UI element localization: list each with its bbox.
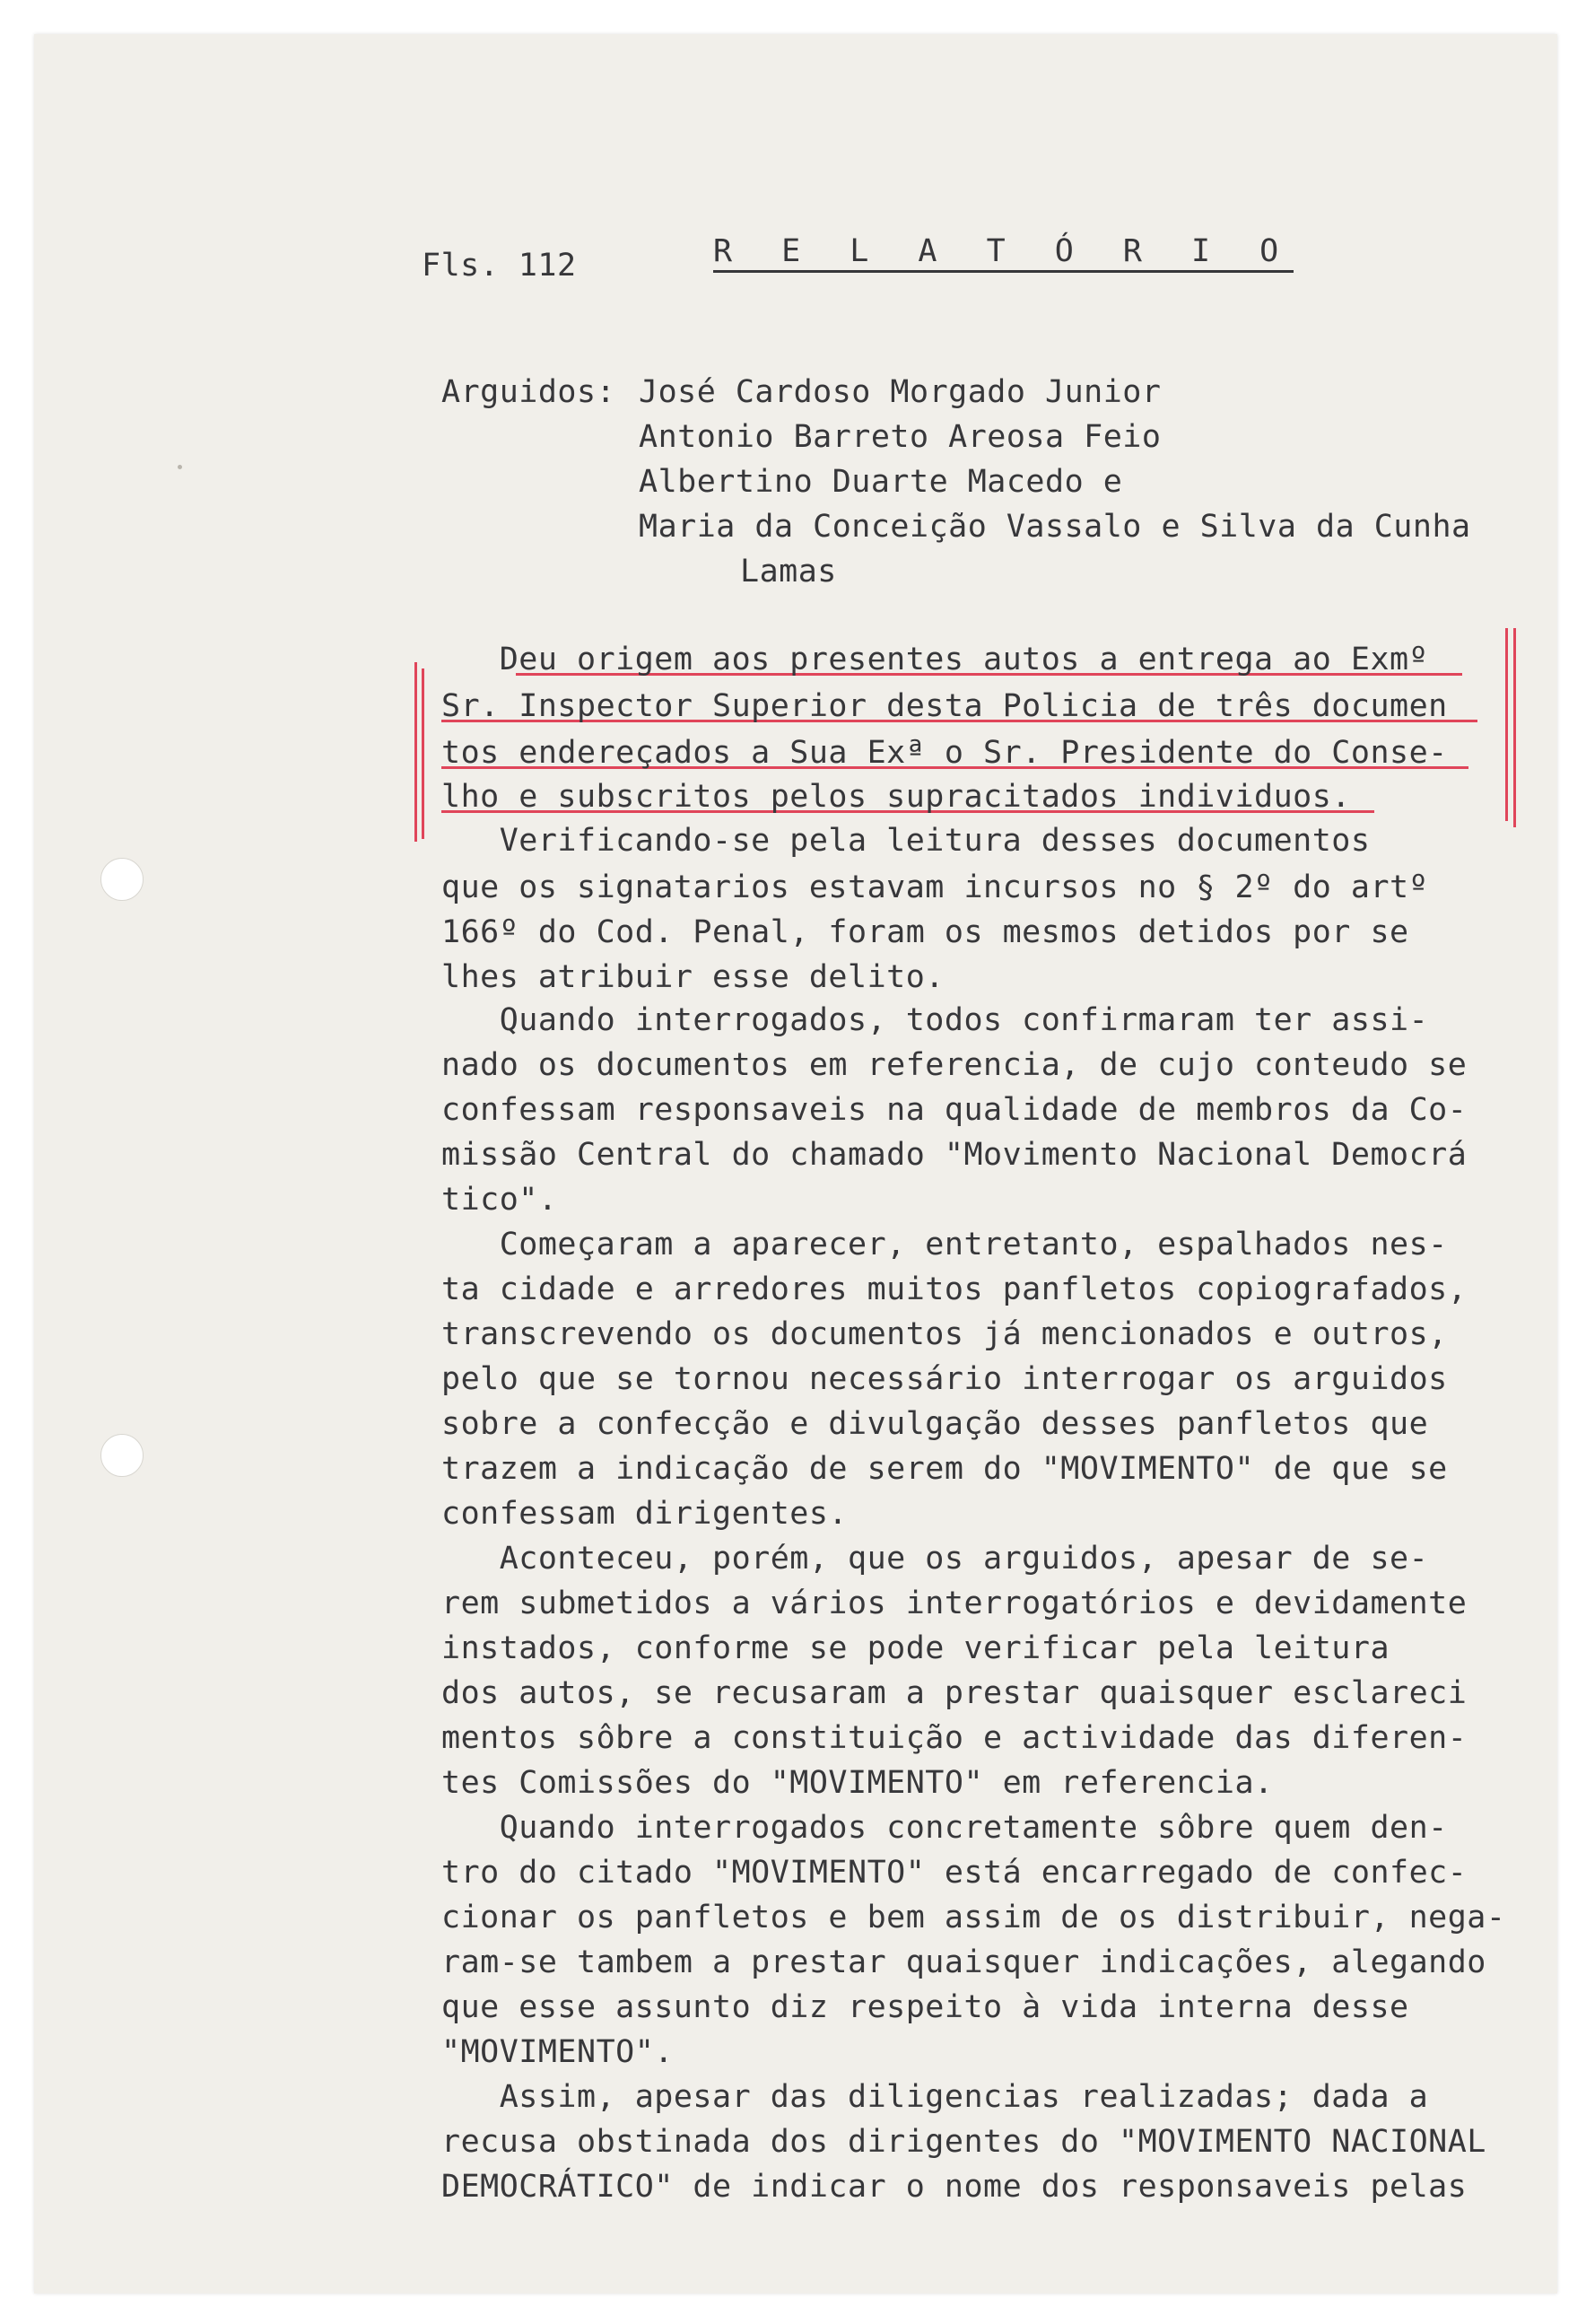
- arguido-name: Lamas: [740, 554, 837, 590]
- body-line: Começaram a aparecer, entretanto, espalhados nes-: [441, 1227, 1448, 1262]
- body-line: mentos sôbre a constituição e actividade das diferen-: [441, 1720, 1468, 1756]
- body-line: que esse assunto diz respeito à vida interna desse: [441, 1989, 1409, 2025]
- red-margin-bar: [414, 662, 417, 842]
- body-line: instados, conforme se pode verificar pela leitura: [441, 1630, 1390, 1666]
- red-margin-bar: [1513, 628, 1516, 827]
- body-line: tico".: [441, 1182, 558, 1218]
- body-line: sobre a confecção e divulgação desses panfletos que: [441, 1406, 1429, 1442]
- body-line: 166º do Cod. Penal, foram os mesmos detidos por se: [441, 914, 1409, 950]
- body-line: pelo que se tornou necessário interrogar os arguidos: [441, 1361, 1448, 1397]
- document-title: R E L A T Ó R I O: [713, 236, 1294, 273]
- red-margin-bar: [422, 668, 424, 839]
- punch-hole: [100, 858, 144, 901]
- body-line: Sr. Inspector Superior desta Policia de três documen: [441, 688, 1448, 724]
- body-line: confessam dirigentes.: [441, 1496, 849, 1532]
- body-line: lhes atribuir esse delito.: [441, 959, 945, 995]
- body-line: lho e subscritos pelos supracitados individuos.: [441, 779, 1351, 815]
- body-line: tos endereçados a Sua Exª o Sr. Presidente do Conse-: [441, 735, 1448, 771]
- red-margin-bar: [1505, 628, 1508, 821]
- arguido-name: Albertino Duarte Macedo e: [639, 464, 1123, 500]
- body-line: Quando interrogados concretamente sôbre quem den-: [441, 1810, 1448, 1846]
- body-line: dos autos, se recusaram a prestar quaisquer esclareci: [441, 1675, 1468, 1711]
- body-line: tro do citado "MOVIMENTO" está encarregado de confec-: [441, 1855, 1468, 1891]
- body-line: Aconteceu, porém, que os arguidos, apesar de se-: [441, 1541, 1429, 1577]
- arguido-name: Maria da Conceição Vassalo e Silva da Cunha: [639, 509, 1471, 545]
- body-line: trazem a indicação de serem do "MOVIMENTO" de que se: [441, 1451, 1448, 1487]
- body-line: cionar os panfletos e bem assim de os distribuir, nega-: [441, 1900, 1506, 1935]
- body-line: "MOVIMENTO".: [441, 2034, 674, 2070]
- arguido-name: José Cardoso Morgado Junior: [639, 374, 1162, 410]
- body-line: que os signatarios estavam incursos no § 2º do artº: [441, 869, 1429, 905]
- body-line: recusa obstinada dos dirigentes do "MOVIMENTO NACIONAL: [441, 2124, 1486, 2160]
- body-line: transcrevendo os documentos já mencionados e outros,: [441, 1316, 1448, 1352]
- body-line: ram-se tambem a prestar quaisquer indicações, alegando: [441, 1944, 1486, 1980]
- body-line: ta cidade e arredores muitos panfletos copiografados,: [441, 1271, 1468, 1307]
- body-line: Verificando-se pela leitura desses documentos: [441, 823, 1371, 859]
- body-line: Quando interrogados, todos confirmaram ter assi-: [441, 1002, 1429, 1038]
- body-line: nado os documentos em referencia, de cujo conteudo se: [441, 1047, 1468, 1083]
- paper-speck: [178, 465, 182, 469]
- arguidos-label: Arguidos:: [441, 374, 616, 410]
- body-line: Assim, apesar das diligencias realizadas; dada a: [441, 2079, 1429, 2115]
- body-line: missão Central do chamado "Movimento Nacional Democrá: [441, 1137, 1468, 1173]
- body-line: DEMOCRÁTICO" de indicar o nome dos responsaveis pelas: [441, 2169, 1468, 2205]
- body-line: confessam responsaveis na qualidade de membros da Co-: [441, 1092, 1468, 1128]
- body-line: Deu origem aos presentes autos a entrega ao Exmº: [441, 642, 1429, 677]
- punch-hole: [100, 1434, 144, 1477]
- body-line: rem submetidos a vários interrogatórios e devidamente: [441, 1586, 1468, 1621]
- folio-number: Fls. 112: [422, 248, 577, 284]
- body-line: tes Comissões do "MOVIMENTO" em referencia.: [441, 1765, 1274, 1801]
- arguido-name: Antonio Barreto Areosa Feio: [639, 419, 1162, 455]
